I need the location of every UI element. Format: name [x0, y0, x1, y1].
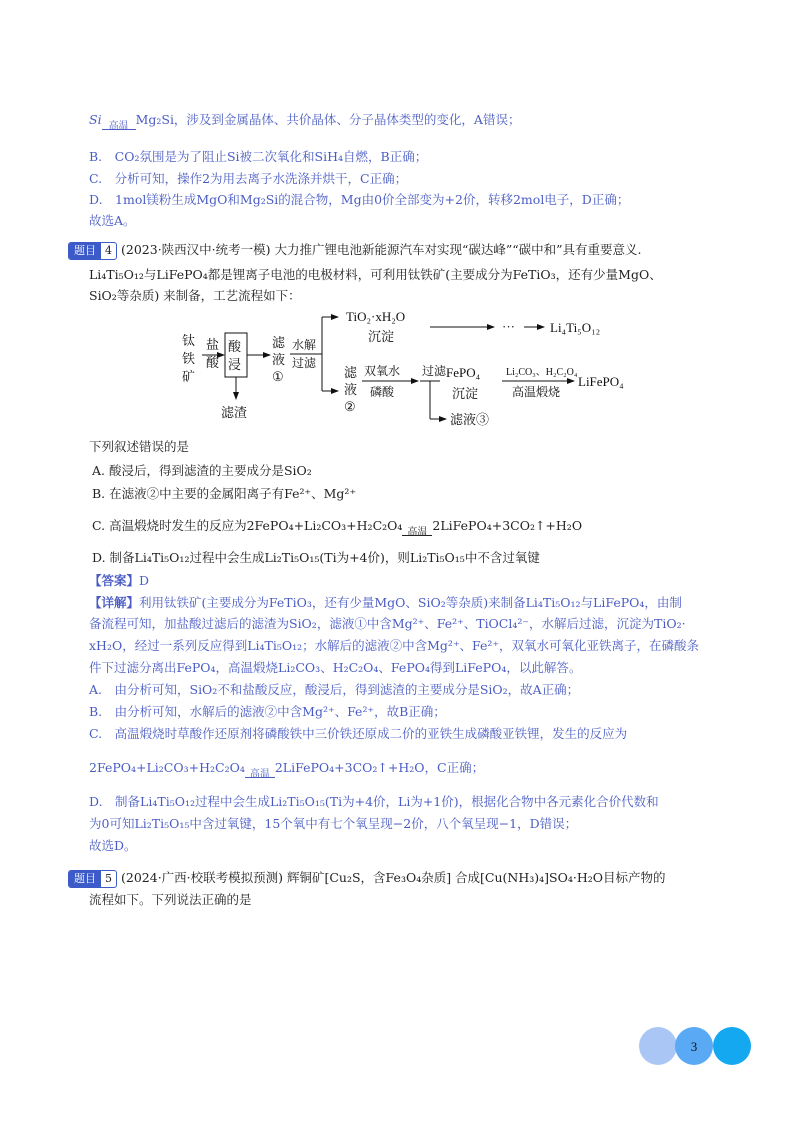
question-4-line-2: Li₄Ti₅O₁₂与LiFePO₄都是锂离子电池的电极材料，可利用钛铁矿(主要成分为FeTiO₃，还有少量MgO、 [89, 267, 662, 282]
question-4-line-3: SiO₂等杂质) 来制备，工艺流程如下： [89, 288, 301, 303]
answer-label: 【答案】 [89, 573, 140, 588]
explain-c-2: 2FePO₄+Li₂CO₃+H₂C₂O₄ 高温 2LiFePO₄+3CO₂↑+H₂O，C正确； [89, 760, 485, 780]
precip-2-label: 沉淀 [452, 386, 479, 401]
condition-over-arrow: 高温 [402, 534, 432, 536]
option-b: B. 在滤液②中主要的金属阳离子有Fe²⁺、Mg²⁺ [92, 486, 357, 501]
explain-d-1: D. 制备Li₄Ti₅O₁₂过程中会生成Li₂Ti₅O₁₅(Ti为+4价，Li为+1价)，根据化合物中各元素化合价代数和 [89, 794, 659, 809]
prev-option-c: C. 分析可知，操作2为用去离子水洗涤并烘干，C正确； [89, 171, 408, 186]
question-tag: 题目 5 [68, 870, 117, 888]
leach-label-2: 浸 [228, 357, 242, 372]
prev-line-1-text: Mg₂Si，涉及到金属晶体、共价晶体、分子晶体类型的变化，A错误； [135, 112, 521, 127]
filtrate-2-label-3: ② [344, 399, 356, 414]
answer-line [89, 571, 149, 591]
page-dot-light [639, 1027, 677, 1065]
choose-line: 故选D。 [89, 838, 137, 853]
page-number-badge [638, 1026, 754, 1066]
option-d: D. 制备Li₄Ti₅O₁₂过程中会生成Li₂Ti₅O₁₅(Ti为+4价)，则Li₂Ti₅O₁₅中不含过氧键 [92, 550, 540, 565]
question-4-line-1: 题目 4 (2023·陕西汉中·统考一模) 大力推广锂电池新能源汽车对实现“碳达峰”“碳中和”具有重要意义. [68, 240, 642, 260]
leach-label-1: 酸 [228, 339, 242, 354]
option-c: C. 高温煅烧时发生的反应为2FePO₄+Li₂CO₃+H₂C₂O₄ 高温 2LiFePO₄+3CO₂↑+H₂O [92, 518, 583, 538]
prev-line-1 [89, 110, 520, 130]
explain-b: B. 由分析可知，水解后的滤液②中含Mg²⁺、Fe²⁺，故B正确； [89, 704, 446, 719]
prev-option-d: D. 1mol镁粉生成MgO和Mg₂Si的混合物，Mg由0价全部变为+2价，转移2mol电子，D正确； [89, 192, 630, 207]
question-4-stem: 下列叙述错误的是 [89, 439, 190, 454]
fepo4-label: FePO₄ [446, 365, 481, 380]
reagents-label: Li₂CO₃、H₂C₂O₄ [506, 367, 578, 378]
detail-line-2: 备流程可知，加盐酸过滤后的滤渣为SiO₂，滤液①中含Mg²⁺、Fe²⁺、TiOCl₄²⁻，水解后过滤，沉淀为TiO₂· [89, 616, 686, 631]
calcine-label: 高温煅烧 [512, 385, 561, 399]
explain-c-1: C. 高温煅烧时草酸作还原剂将磷酸铁中三价铁还原成二价的亚铁生成磷酸亚铁锂，发生的反应为 [89, 726, 628, 741]
filtrate-3-label: 滤液③ [450, 412, 490, 427]
acid-label-2: 酸 [206, 355, 220, 370]
explain-d-2: 为0可知Li₂Ti₅O₁₅中含过氧键，15个氧中有七个氧呈现−2价，八个氧呈现−1，D错误； [89, 816, 578, 831]
option-a: A. 酸浸后，得到滤渣的主要成分是SiO₂ [92, 463, 312, 478]
phosphoric-label: 磷酸 [370, 385, 395, 399]
reaction-reactant: Si [89, 112, 102, 127]
filter-1-label: 过滤 [292, 356, 317, 370]
filter-2-label: 过滤 [422, 364, 447, 378]
residue-label: 滤渣 [221, 405, 248, 420]
product-2-label: LiFePO₄ [578, 374, 624, 389]
ore-label-1: 钛 [182, 333, 196, 348]
filtrate-1-label-2: 液 [272, 352, 286, 367]
tio2-label: TiO₂·xH₂O [346, 309, 406, 324]
product-1-label: Li₄Ti₅O₁₂ [550, 320, 601, 335]
page-number: 3 [690, 1039, 698, 1054]
detail-line-3: xH₂O，经过一系列反应得到Li₄Ti₅O₁₂；水解后的滤液②中含Mg²⁺、Fe²⁺，双氧水可氧化亚铁离子，在磷酸条 [89, 638, 700, 653]
ore-label-3: 矿 [182, 369, 196, 384]
acid-label-1: 盐 [206, 337, 220, 352]
prev-choose: 故选A。 [89, 213, 136, 228]
condition-over-arrow: 高温 [102, 128, 136, 130]
dots-label: ··· [502, 319, 515, 334]
question-5-line-1: 题目 5 (2024·广西·校联考模拟预测) 辉铜矿[Cu₂S，含Fe₃O₄杂质] 合成[Cu(NH₃)₄]SO₄·H₂O目标产物的 [68, 868, 666, 888]
filtrate-1-label-3: ① [272, 369, 284, 384]
detail-line-1: 【详解】利用钛铁矿(主要成分为FeTiO₃，还有少量MgO、SiO₂等杂质)来制备Li₄Ti₅O₁₂与LiFePO₄，由制 [89, 595, 682, 610]
h2o2-label: 双氧水 [364, 364, 401, 378]
ore-label-2: 铁 [182, 351, 196, 366]
prev-option-b: B. CO₂氛围是为了阻止Si被二次氧化和SiH₄自燃，B正确； [89, 149, 428, 164]
question-5-line-2: 流程如下。下列说法正确的是 [89, 892, 252, 907]
filtrate-1-label-1: 滤 [272, 335, 286, 350]
explain-a: A. 由分析可知，SiO₂不和盐酸反应，酸浸后，得到滤渣的主要成分是SiO₂，故A正确； [89, 682, 580, 697]
answer-value: D [139, 573, 150, 588]
process-flow-diagram [176, 303, 646, 433]
precip-1-label: 沉淀 [368, 329, 395, 344]
hydrolysis-label: 水解 [292, 338, 317, 352]
filtrate-2-label-1: 滤 [344, 365, 358, 380]
page-dot-dark [713, 1027, 751, 1065]
filtrate-2-label-2: 液 [344, 382, 358, 397]
detail-line-4: 件下过滤分离出FePO₄，高温煅烧Li₂CO₃、H₂C₂O₄、FePO₄得到LiFePO₄，以此解答。 [89, 660, 582, 675]
condition-over-arrow: 高温 [245, 776, 275, 778]
question-tag: 题目 4 [68, 242, 117, 260]
